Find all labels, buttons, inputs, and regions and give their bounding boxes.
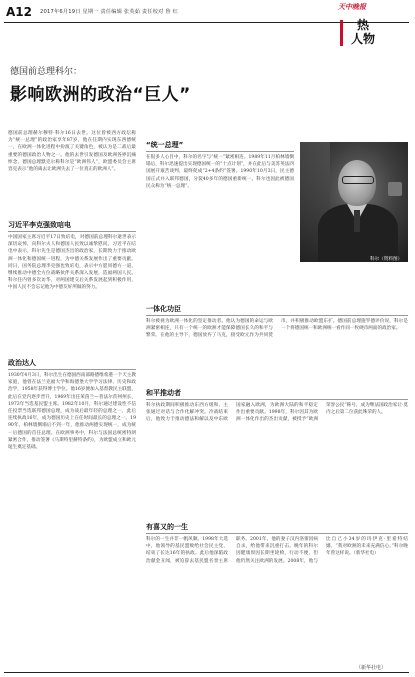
- section-title-political: 政治达人: [8, 359, 36, 367]
- article-lead: 德国前总理赫尔穆特·科尔16日去世。这位曾被西方政坛称为“统一总理”的政治家享年87岁，他在任期内实现东西德统一，在欧洲一体化进程中扮演了关键角色，被认为是二战后最重要的德国政治人物之一。他的去世引发德国及欧洲各界沉痛悼念，德国总理默克尔称科尔是“欧洲伟人”，欧盟委员会主席容克表示“他的离去让欧洲失去了一位真正的欧洲人”。: [8, 131, 136, 173]
- section-badge-line-2: 人物: [350, 32, 375, 46]
- page-number: A12: [6, 5, 32, 19]
- photo-caption: 科尔（资料图）: [370, 257, 403, 262]
- header-meta: 2017年6月19日 星期一 责任编辑 张英茹 责任校对 鲁 红: [40, 9, 178, 15]
- section-title-peace: 和平推动者: [146, 389, 181, 397]
- section-rule-life: [146, 533, 408, 534]
- section-text-unification: 在很多人心目中，科尔的名字与“统一”紧密相连。1989年11月柏林墙倒塌后，科尔迅速提出实现德国统一的“十点计划”，并在此后与美苏英法四国展开艰苦谈判，最终促成“2+4条约”签署。1990年10月3日，民主德国正式并入联邦德国，分裂40多年的德国重新统一。科尔也因此被德国民众称为“统一总理”。: [146, 155, 294, 189]
- section-rule-unification: [146, 151, 294, 152]
- section-rule-political: [8, 369, 136, 370]
- section-badge-bar: [340, 20, 343, 46]
- section-title-integration: 一体化功臣: [146, 305, 181, 313]
- section-text-political: 1930年4月3日，科尔出生在德国西南部路德维希港一个天主教家庭，他曾在法兰克福大学和海德堡大学学习法律、历史和政治学，1958年获得博士学位。他16岁便加入基督教民主联盟，此后在党内逐步晋升，1969年出任莱茵兰—普法尔茨州州长，1973年当选基民盟主席。1982年10月，科尔通过建设性不信任投票当选联邦德国总理，成为战后最年轻的总理之一，此后连续执政16年，成为德国历史上在任时间最长的总理之一。1990年，柏林墙倒塌后不到一年，他推动两德实现统一，成为统一后德国的首任总理。在欧洲事务中，科尔与法国总统密特朗紧密合作，推动签署《马斯特里赫特条约》，为欧盟成立和欧元诞生奠定基础。: [8, 373, 136, 451]
- newspaper-logo: 天中晚报: [338, 2, 366, 11]
- article-headline: 影响欧洲的政治“巨人”: [10, 85, 191, 105]
- section-badge-line-1: 热: [356, 18, 369, 32]
- section-title-unification: “统一总理”: [146, 141, 184, 149]
- footer-rule: [4, 672, 409, 673]
- section-title-condolence: 习近平李克强致唁电: [8, 221, 71, 229]
- section-rule-peace: [146, 399, 408, 400]
- section-text-integration: 科尔被视为欧洲一体化的坚定推动者。他认为德国的命运与欧洲紧密相连，只有一个统一的欧洲才能保障德国长久的和平与繁荣。在他的主导下，德国放弃了马克，接受欧元作为共同货币，并积极推动欧盟东扩。德国前总理施罗德评价说，科尔是一个将德国统一和欧洲统一看作同一枚硬币两面的政治家。: [146, 319, 408, 339]
- section-rule-integration: [146, 315, 408, 316]
- section-rule-condolence: [8, 231, 136, 232]
- section-text-peace: 科尔执政期间积极推动东西方缓和，主张通过对话与合作化解冲突。冷战结束后，他致力于推动德法和解以及中东欧国家融入欧洲，为欧洲大陆的和平稳定作出重要贡献。1998年，科尔因其为欧洲一体化作出的杰出贡献，被授予“欧洲荣誉公民”称号，成为继法国政治家让·莫内之后第二位获此殊荣的人。: [146, 403, 408, 423]
- article-kicker: 德国前总理科尔：: [10, 67, 83, 77]
- section-text-condolence: 中国国家主席习近平17日致唁电，对德国前总理科尔逝世表示深切哀悼，向科尔夫人和德国人民致以诚挚慰问。习近平在唁电中表示，科尔先生是德国杰出的政治家，长期致力于推动欧洲一体化和德国统一进程，为中德关系发展作出了重要贡献。同日，国务院总理李克强也致唁电，表示中方愿同德方一道，继续推动中德全方位战略伙伴关系深入发展，造福两国人民。科尔任内曾多次访华，对两国建交后关系发展起到积极作用，中国人民不会忘记他为中德友好所做的努力。: [8, 235, 136, 291]
- kohl-photo: [300, 142, 408, 262]
- section-badge: [348, 18, 378, 46]
- section-title-life: 有喜又的一生: [146, 523, 188, 531]
- section-text-life: 科尔的一生并非一帆风顺。1998年大选中，他领导的基民盟败给社会民主党，结束了长达16年的执政。此后他深陷政治献金丑闻，被迫辞去基民盟名誉主席职务。2001年，他的妻子汉内洛蕾因病自杀，给他带来沉重打击。晚年的科尔因健康原因长期坐轮椅，行动不便，但他仍然关注欧洲的发展。2008年，他与比自己小34岁的玛伊克·里希特结婚。“我对欧洲的未来充满信心。”科尔晚年曾这样说。（新华社电）: [146, 537, 408, 564]
- article-byline: （新华社电）: [356, 665, 387, 671]
